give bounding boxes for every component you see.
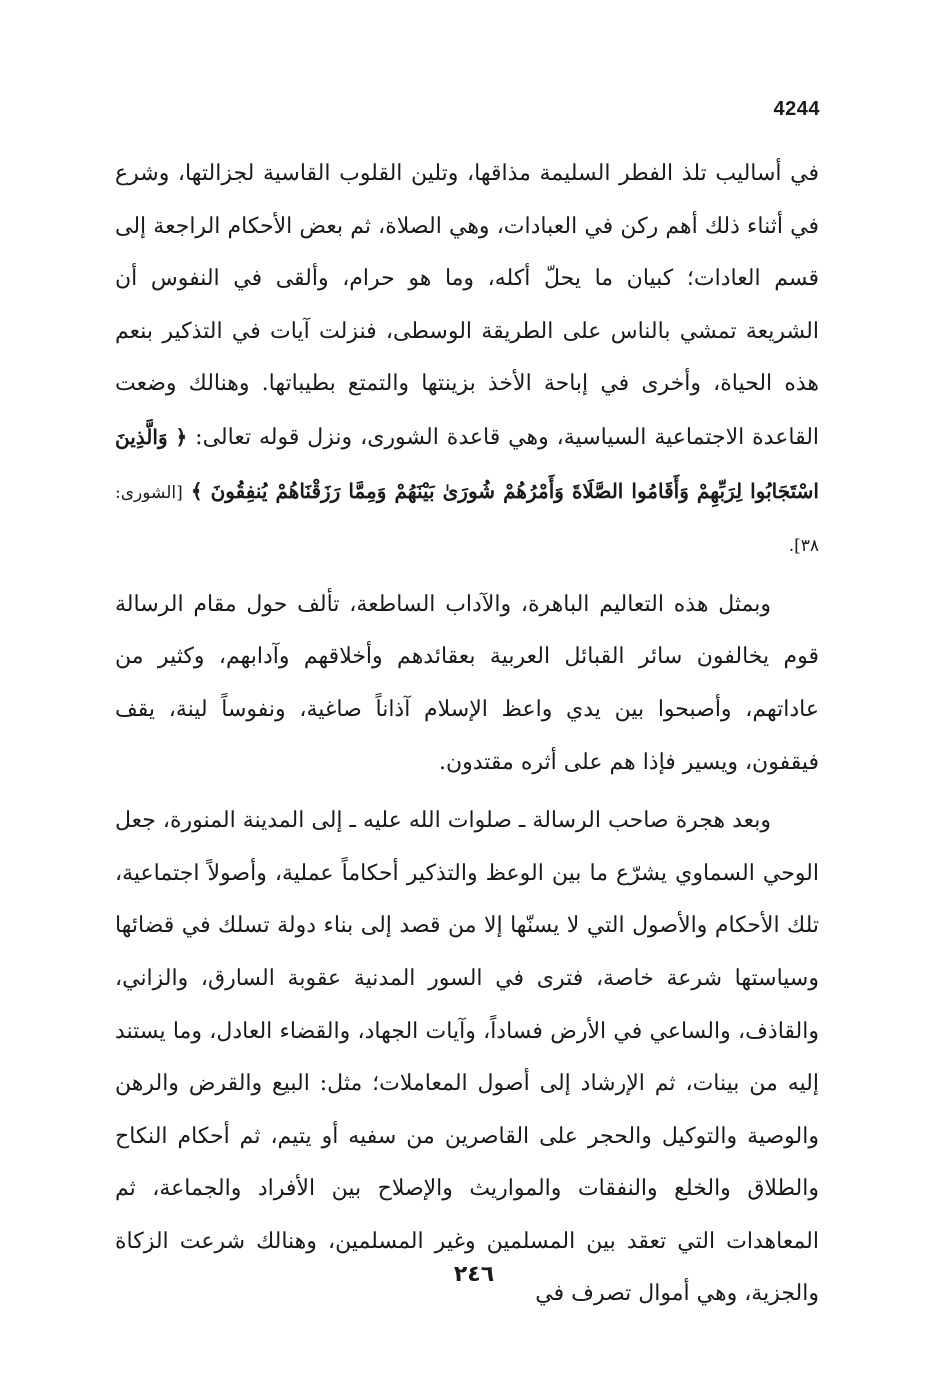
paragraph-1	[115, 148, 819, 573]
paragraph-1-text: في أساليب تلذ الفطر السليمة مذاقها، وتلين القلوب القاسية لجزالتها، وشرع في أثناء ذلك أهم ركن في العبادات، وهي الصلاة، ثم بعض الأحكام الراجعة إلى قسم العادات؛ كبيان ما يحلّ أكله، وما هو حرام، وألقى في النفوس أن الشريعة تمشي بالناس على الطريقة الوسطى، فنزلت آيات في التذكير بنعم هذه الحياة، وأخرى في إباحة الأخذ بزينتها والتمتع بطيباتها. وهنالك وضعت القاعدة الاجتماعية السياسية، وهي قاعدة الشورى، ونزل قوله تعالى:	[115, 161, 820, 450]
paragraph-2: وبمثل هذه التعاليم الباهرة، والآداب الساطعة، تألف حول مقام الرسالة قوم يخالفون سائر القبائل العربية بعقائدهم وأخلاقهم وآدابهم، وكثير من عاداتهم، وأصبحوا بين يدي واعظ الإسلام آذاناً صاغية، ونفوساً لينة، يقف فيقفون، ويسير فإذا هم على أثره مقتدون.	[115, 591, 819, 775]
verse-reference: [الشورى: ٣٨].	[115, 482, 819, 557]
body-text	[115, 148, 819, 1321]
page-id: 4244	[773, 98, 820, 120]
paragraph-3: وبعد هجرة صاحب الرسالة ـ صلوات الله عليه ـ إلى المدينة المنورة، جعل الوحي السماوي يشرّع ما بين الوعظ والتذكير أحكاماً عملية، وأصولاً اجتماعية، تلك الأحكام والأصول التي لا يسنّها إلا من قصد إلى بناء دولة تسلك في قضائها وسياستها شرعة خاصة، فترى في السور المدنية عقوبة السارق، والزاني، والقاذف، والساعي في الأرض فساداً، وآيات الجهاد، والقضاء العادل، وما يستند إليه من بينات، ثم الإرشاد إلى أصول المعاملات؛ مثل: البيع والقرض والرهن والوصية والتوكيل والحجر على القاصرين من سفيه أو يتيم، ثم أحكام النكاح والطلاق والخلع والنفقات والمواريث والإصلاح بين الأفراد والجماعة، ثم المعاهدات التي تعقد بين المسلمين وغير المسلمين، وهنالك شرعت الزكاة والجزية، وهي أموال تصرف في	[115, 808, 819, 1307]
page-number: ٢٤٦	[453, 1262, 495, 1287]
quran-verse: ﴿ وَالَّذِينَ اسْتَجَابُوا لِرَبِّهِمْ وَأَقَامُوا الصَّلَاةَ وَأَمْرُهُمْ شُورَىٰ بَيْنَهُمْ وَمِمَّا رَزَقْنَاهُمْ يُنفِقُونَ ﴾	[115, 424, 819, 503]
